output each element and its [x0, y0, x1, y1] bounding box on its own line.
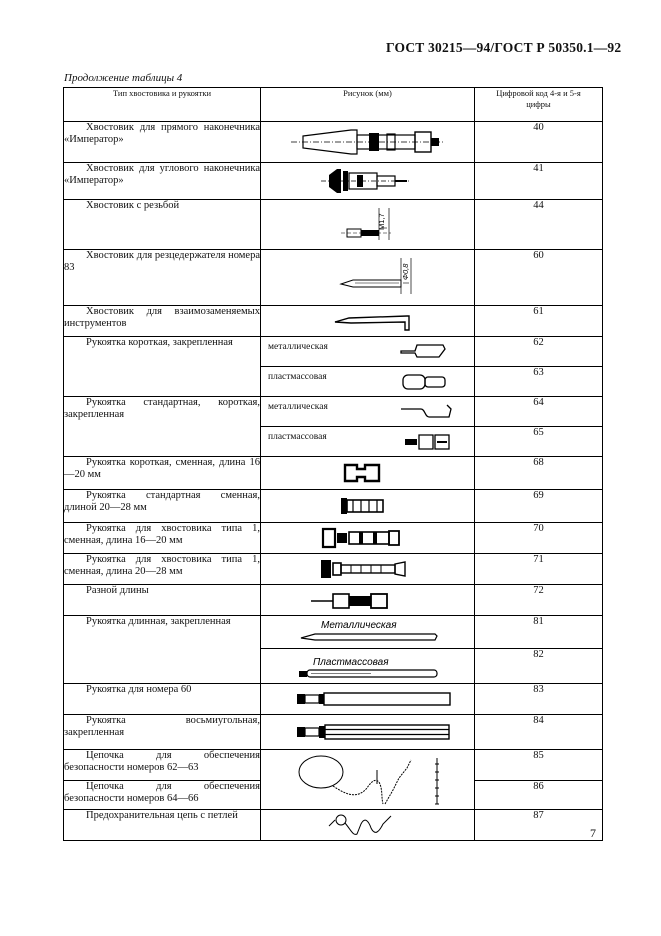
drawing-type1-replaceable-long: [261, 554, 475, 585]
row-code: 82: [475, 649, 603, 684]
row-code: 87: [475, 810, 603, 841]
table-row: [64, 163, 603, 200]
row-code: 69: [475, 490, 603, 523]
document-standard-header: ГОСТ 30215—94/ГОСТ Р 50350.1—92: [386, 40, 622, 55]
dimension-label-thread: M1,7: [377, 213, 386, 230]
row-code: 68: [475, 457, 603, 490]
drawing-standard-fixed-metal: [261, 397, 475, 427]
drawing-label-plastic: Пластмассовая: [313, 657, 389, 668]
row-code: 86: [475, 780, 603, 810]
row-code: 64: [475, 397, 603, 427]
drawing-short-fixed-plastic: [261, 367, 475, 397]
table-continuation-caption: Продолжение таблицы 4: [64, 72, 183, 84]
table-row: [64, 523, 603, 554]
material-label: пластмассовая: [268, 372, 327, 382]
column-header-type: Тип хвостовика и рукоятки: [64, 88, 261, 122]
column-header-code: Цифровой код 4-я и 5-я цифры: [475, 88, 603, 122]
table-row: [64, 490, 603, 523]
row-code: 61: [475, 306, 603, 337]
drawing-shank-straight: [261, 122, 475, 163]
row-code: 65: [475, 427, 603, 457]
table-row: [64, 250, 603, 306]
row-name: Цепочка для обеспечения безопасности номеров 62—63: [64, 750, 261, 781]
drawing-short-replaceable: [261, 457, 475, 490]
drawing-long-fixed-metal: [261, 616, 475, 649]
drawing-interchangeable-shank: [261, 306, 475, 337]
table-row: [64, 337, 603, 367]
row-name: Рукоятка короткая, сменная, длина 16—20 мм: [64, 457, 261, 490]
row-name: Рукоятка стандартная, короткая, закрепленная: [64, 397, 261, 457]
page-number: 7: [590, 826, 596, 840]
material-label: металлическая: [268, 402, 328, 412]
table-row: [64, 684, 603, 715]
table-row: [64, 554, 603, 585]
drawing-standard-replaceable: [261, 490, 475, 523]
row-code: 71: [475, 554, 603, 585]
table-row: [64, 457, 603, 490]
row-code: 84: [475, 715, 603, 750]
row-code: 81: [475, 616, 603, 649]
row-name: Рукоятка короткая, закрепленная: [64, 337, 261, 397]
row-code: 83: [475, 684, 603, 715]
drawing-shank-angled: [261, 163, 475, 200]
row-name: Хвостовик для взаимозаменяемых инструментов: [64, 306, 261, 337]
drawing-label-metal: Металлическая: [321, 620, 397, 631]
row-code: 62: [475, 337, 603, 367]
material-label: пластмассовая: [268, 432, 327, 442]
row-name: Хвостовик для прямого наконечника «Император»: [64, 122, 261, 163]
row-name: Предохранительная цепь с петлей: [64, 810, 261, 841]
drawing-handle-for-60: [261, 684, 475, 715]
row-name: Рукоятка для хвостовика типа 1, сменная, длина 20—28 мм: [64, 554, 261, 585]
table-row: [64, 715, 603, 750]
drawing-safety-chain-loop: [261, 810, 475, 841]
drawing-octagonal-handle: [261, 715, 475, 750]
drawing-standard-fixed-plastic: [261, 427, 475, 457]
row-name: Хвостовик для резцедержателя номера 83: [64, 250, 261, 306]
row-code: 40: [475, 122, 603, 163]
table-row: [64, 585, 603, 616]
drawing-long-fixed-plastic: [261, 649, 475, 684]
table-row: [64, 122, 603, 163]
row-name: Рукоятка длинная, закрепленная: [64, 616, 261, 684]
table-row: [64, 200, 603, 250]
row-name: Цепочка для обеспечения безопасности номеров 64—66: [64, 780, 261, 810]
table-row: [64, 397, 603, 427]
row-code: 72: [475, 585, 603, 616]
column-header-figure: Рисунок (мм): [261, 88, 475, 122]
drawing-short-fixed-metal: [261, 337, 475, 367]
row-name: Рукоятка для номера 60: [64, 684, 261, 715]
drawing-various-length: [261, 585, 475, 616]
row-code: 70: [475, 523, 603, 554]
drawing-cutter-holder-shank: [261, 250, 475, 306]
row-name: Хвостовик для углового наконечника «Император»: [64, 163, 261, 200]
row-name: Разной длины: [64, 585, 261, 616]
table-header-row: [64, 88, 603, 122]
row-name: Хвостовик с резьбой: [64, 200, 261, 250]
dimension-label-diameter: Ф0,8: [401, 263, 410, 280]
material-label: металлическая: [268, 342, 328, 352]
drawing-safety-chains: [261, 750, 475, 810]
row-name: Рукоятка стандартная сменная, длиной 20—28 мм: [64, 490, 261, 523]
row-code: 41: [475, 163, 603, 200]
table-row: [64, 616, 603, 649]
row-name: Рукоятка для хвостовика типа 1, сменная, длина 16—20 мм: [64, 523, 261, 554]
row-name: Рукоятка восьмиугольная, закрепленная: [64, 715, 261, 750]
drawing-threaded-shank: [261, 200, 475, 250]
row-code: 44: [475, 200, 603, 250]
table-row: [64, 810, 603, 841]
row-code: 60: [475, 250, 603, 306]
row-code: 63: [475, 367, 603, 397]
drawing-type1-replaceable-short: [261, 523, 475, 554]
table-row: [64, 306, 603, 337]
table-row: [64, 750, 603, 781]
specification-table: [63, 87, 603, 841]
row-code: 85: [475, 750, 603, 781]
